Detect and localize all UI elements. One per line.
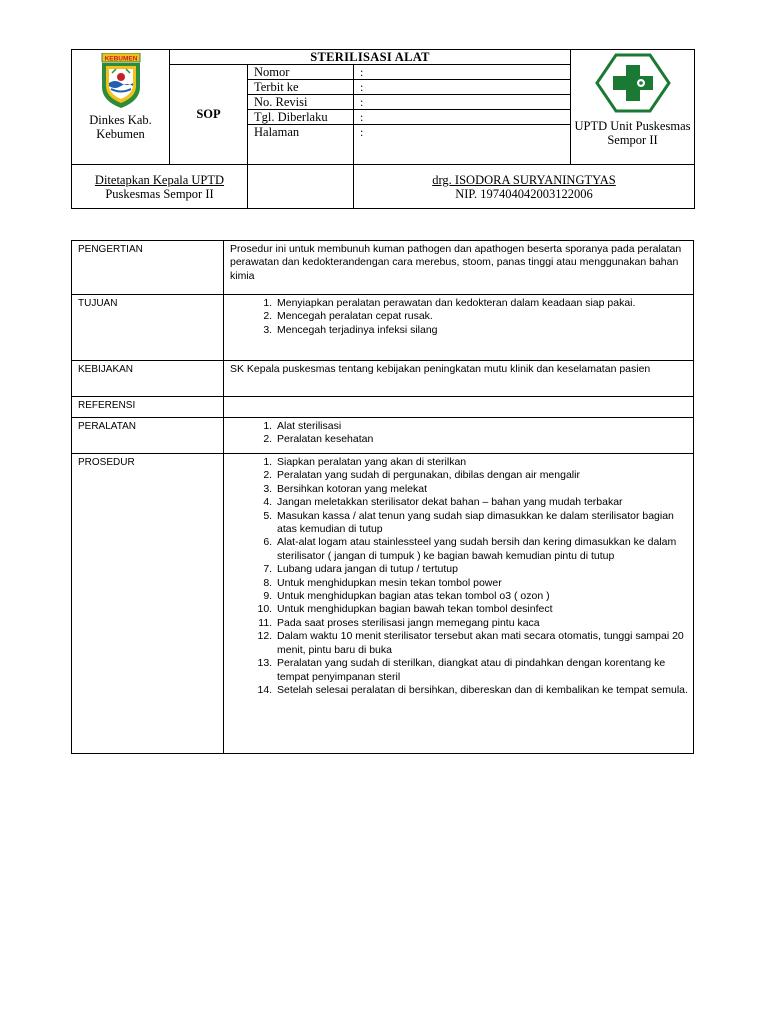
list-item: 9. Untuk menghidupkan bagian atas tekan tombol o3 ( ozon ) (275, 590, 688, 603)
list-item: 11. Pada saat proses sterilisasi jangn memegang pintu kaca (275, 617, 688, 630)
list-item: 1. Alat sterilisasi (275, 420, 688, 433)
list-item: 2. Peralatan yang sudah di pergunakan, dibilas dengan air mengalir (275, 469, 688, 482)
org-cell (72, 50, 170, 165)
row-prosedur (72, 454, 694, 754)
puskesmas-logo-icon (595, 53, 671, 113)
tujuan-list (230, 297, 688, 337)
meta-label-tgl: Tgl. Diberlaku (248, 110, 354, 125)
meta-value-tgl: : (354, 110, 571, 125)
list-item: 3. Bersihkan kotoran yang melekat (275, 483, 688, 496)
referensi-label: REFERENSI (72, 397, 224, 418)
kebijakan-text: SK Kepala puskesmas tentang kebijakan peningkatan mutu klinik dan keselamatan pasien (230, 363, 651, 375)
list-item: 10. Untuk menghidupkan bagian bawah tekan tombol desinfect (275, 603, 688, 616)
list-item: 12. Dalam waktu 10 menit sterilisator tersebut akan mati secara otomatis, tunggi sampai 20 menit, pintu baru di buka (275, 630, 688, 657)
meta-label-halaman: Halaman (248, 125, 354, 165)
established-line1: Ditetapkan Kepala UPTD (94, 172, 225, 187)
logo-text: KEBUMEN (104, 55, 137, 63)
pengertian-text: Prosedur ini untuk membunuh kuman pathogen dan apathogen beserta sporanya pada peralatan perawatan dan kedokterandengan cara merebus, stoom, panas tinggi atau menggunakan bahan kimia (230, 243, 682, 282)
list-item: 3. Mencegah terjadinya infeksi silang (275, 324, 688, 337)
meta-value-nomor: : (354, 65, 571, 80)
signatory-cell (354, 165, 695, 209)
prosedur-list (230, 456, 688, 697)
list-item: 5. Masukan kassa / alat tenun yang sudah siap dimasukkan ke dalam sterilisator bagian atas kemudian di tutup (275, 510, 688, 537)
sop-header-table (71, 49, 695, 209)
peralatan-label: PERALATAN (72, 418, 224, 454)
list-item: 14. Setelah selesai peralatan di bersihkan, dibereskan dan di kembalikan ke tempat semula. (275, 684, 688, 697)
list-item: 1. Siapkan peralatan yang akan di sterilkan (275, 456, 688, 469)
list-item: 4. Jangan meletakkan sterilisator dekat bahan – bahan yang mudah terbakar (275, 496, 688, 509)
meta-label-nomor: Nomor (248, 65, 354, 80)
prosedur-label: PROSEDUR (72, 454, 224, 754)
row-pengertian (72, 241, 694, 295)
list-item: 7. Lubang udara jangan di tutup / tertutup (275, 563, 688, 576)
established-by-cell (72, 165, 248, 209)
row-referensi (72, 397, 694, 418)
meta-label-terbit: Terbit ke (248, 80, 354, 95)
signatory-name: drg. ISODORA SURYANINGTYAS (432, 172, 616, 187)
meta-label-revisi: No. Revisi (248, 95, 354, 110)
row-kebijakan (72, 361, 694, 397)
referensi-text (224, 397, 694, 418)
established-line2: Puskesmas Sempor II (105, 186, 214, 201)
pengertian-label: PENGERTIAN (72, 241, 224, 295)
blank-cell (248, 165, 354, 209)
list-item: 1. Menyiapkan peralatan perawatan dan kedokteran dalam keadaan siap pakai. (275, 297, 688, 310)
org-name: Dinkes Kab. Kebumen (89, 113, 152, 141)
kebijakan-label: KEBIJAKAN (72, 361, 224, 397)
list-item: 13. Peralatan yang sudah di sterilkan, diangkat atau di pindahkan dengan korentang ke tempat penyimpanan steril (275, 657, 688, 684)
puskesmas-name: UPTD Unit Puskesmas Sempor II (574, 119, 691, 147)
sop-label: SOP (170, 65, 248, 165)
row-peralatan (72, 418, 694, 454)
row-tujuan (72, 295, 694, 361)
tujuan-label: TUJUAN (72, 295, 224, 361)
puskesmas-cell (571, 50, 695, 165)
list-item: 2. Mencegah peralatan cepat rusak. (275, 310, 688, 323)
peralatan-list (230, 420, 688, 447)
kebumen-logo-icon (98, 53, 144, 109)
meta-value-revisi: : (354, 95, 571, 110)
sop-content-table (71, 240, 694, 754)
meta-value-halaman: : (354, 125, 571, 165)
list-item: 6. Alat-alat logam atau stainlessteel yang sudah bersih dan kering dimasukkan ke dalam sterilisator ( jangan di tumpuk ) ke bagian bawah kemudian pintu di tutup (275, 536, 688, 563)
list-item: 8. Untuk menghidupkan mesin tekan tombol power (275, 577, 688, 590)
document-title: STERILISASI ALAT (170, 50, 571, 65)
list-item: 2. Peralatan kesehatan (275, 433, 688, 446)
meta-value-terbit: : (354, 80, 571, 95)
signatory-nip: NIP. 197404042003122006 (455, 186, 593, 201)
